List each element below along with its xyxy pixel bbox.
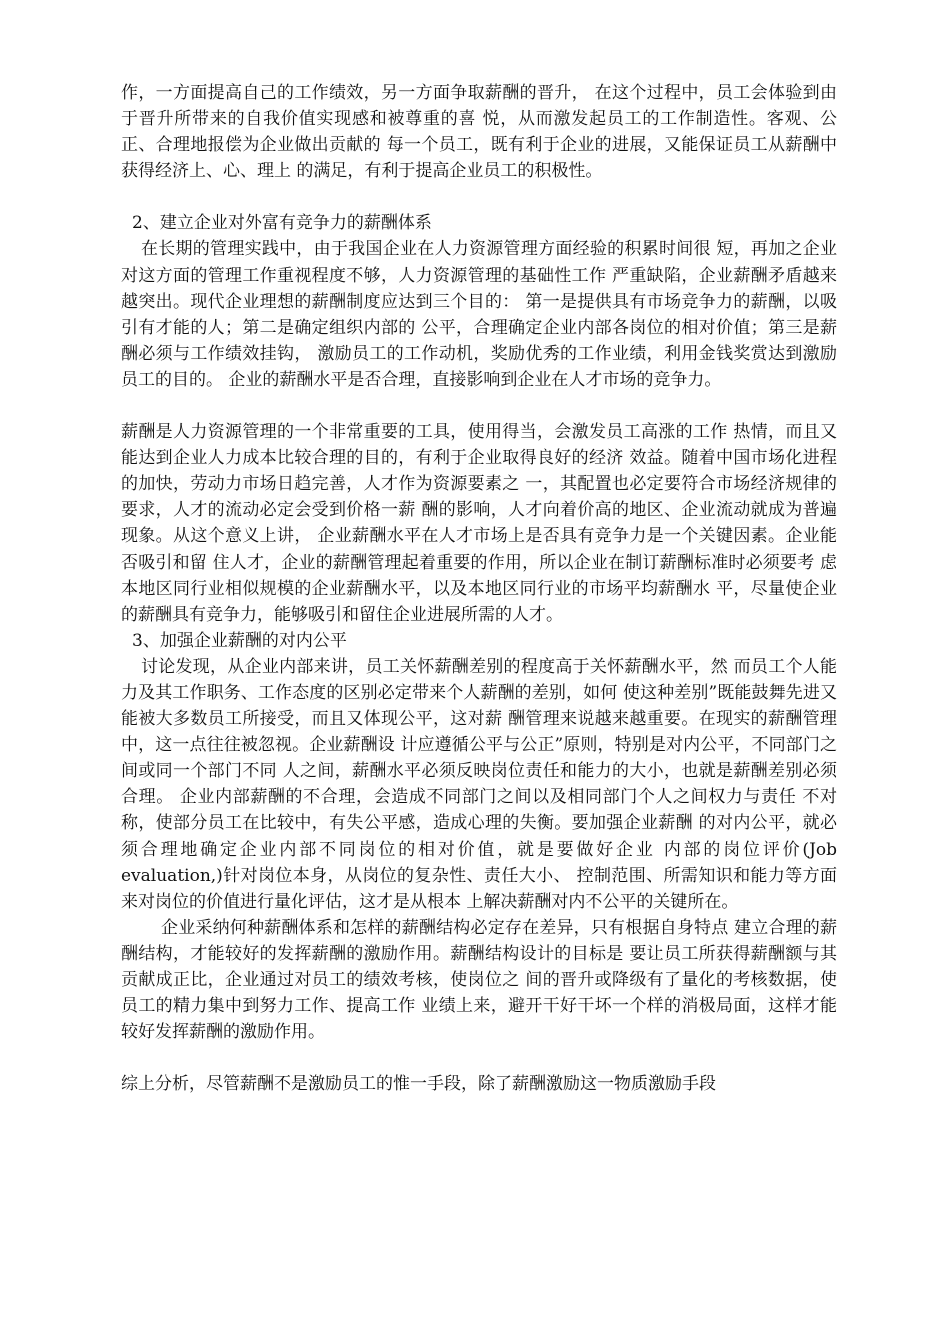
paragraph-spacer bbox=[121, 393, 837, 419]
paragraph-spacer bbox=[121, 184, 837, 210]
paragraph-promotion-motivation: 作，一方面提高自己的工作绩效，另一方面争取薪酬的晋升， 在这个过程中，员工会体验到由于晋升所带来的自我价值实现感和被尊重的喜 悦，从而激发起员工的工作制造性。客观、公正、合理地报偿为企业做出贡献的 每一个员工，既有利于企业的进展，又能保证员工从薪酬中获得经济上、心、理上 的满足，有利于提高企业员工的积极性。 bbox=[121, 83, 837, 182]
document-page bbox=[121, 80, 837, 1097]
paragraph-salary-structure: 企业采纳何种薪酬体系和怎样的薪酬结构必定存在差异，只有根据自身特点 建立合理的薪酬结构，才能较好的发挥薪酬的激励作用。薪酬结构设计的目标是 要让员工所获得薪酬额与其贡献成正比，企业通过对员工的绩效考核，使岗位之 间的晋升或降级有了量化的考核数据，使员工的精力集中到努力工作、提高工作 业绩上来，避开干好干坏一个样的消极局面，这样才能较好发挥薪酬的激励作用。 bbox=[121, 917, 837, 1043]
paragraph-salary-tool: 薪酬是人力资源管理的一个非常重要的工具，使用得当，会激发员工高涨的工作 热情，而且又能达到企业人力成本比较合理的目的，有利于企业取得良好的经济 效益。随着中国市场化进程的加快，劳动力市场日趋完善，人才作为资源要素之 一，其配置也必定要符合市场经济规律的要求，人才的流动必定会受到价格一薪 酬的影响，人才向着价高的地区、企业流动就成为普遍现象。从这个意义上讲， 企业薪酬水平在人才市场上是否具有竞争力是一个关键因素。企业能否吸引和留 住人才，企业的薪酬管理起着重要的作用，所以企业在制订薪酬标准时必须要考 虑本地区同行业相似规模的企业薪酬水平，以及本地区同行业的市场平均薪酬水 平，尽量使企业的薪酬具有竞争力，能够吸引和留住企业进展所需的人才。 bbox=[121, 422, 837, 625]
section-heading-external-competitiveness: 2、建立企业对外富有竞争力的薪酬体系 bbox=[132, 213, 432, 234]
paragraph-management-practice: 在长期的管理实践中，由于我国企业在人力资源管理方面经验的积累时间很 短，再加之企业对这方面的管理工作重视程度不够，人力资源管理的基础性工作 严重缺陷，企业薪酬矛盾越来越突出。现代企业理想的薪酬制度应达到三个目的： 第一是提供具有市场竞争力的薪酬，以吸引有才能的人；第二是确定组织内部的 公平，合理确定企业内部各岗位的相对价值；第三是薪酬必须与工作绩效挂钩， 激励员工的工作动机，奖励优秀的工作业绩，利用金钱奖赏达到激励员工的目的。 企业的薪酬水平是否合理，直接影响到企业在人才市场的竞争力。 bbox=[121, 239, 837, 390]
section-heading-internal-fairness: 3、加强企业薪酬的对内公平 bbox=[132, 630, 347, 651]
paragraph-summary: 综上分析，尽管薪酬不是激励员工的惟一手段，除了薪酬激励这一物质激励手段 bbox=[121, 1074, 716, 1095]
paragraph-spacer bbox=[121, 1045, 837, 1071]
paragraph-internal-fairness: 讨论发现，从企业内部来讲，员工关怀薪酬差别的程度高于关怀薪酬水平，然 而员工个人能力及其工作职务、工作态度的区别必定带来个人薪酬的差别，如何 使这种差别”既能鼓舞先进又能被大多数员工所接受，而且又体现公平，这对薪 酬管理来说越来越重要。在现实的薪酬管理中，这一点往往被忽视。企业薪酬设 计应遵循公平与公正”原则，特别是对内公平，不同部门之间或同一个部门不同 人之间，薪酬水平必须反映岗位责任和能力的大小，也就是薪酬差别必须合理。 企业内部薪酬的不合理，会造成不同部门之间以及相同部门个人之间权力与责任 不对称，使部分员工在比较中，有失公平感，造成心理的失衡。要加强企业薪酬 的对内公平，就必须合理地确定企业内部不同岗位的相对价值，就是要做好企业 内部的岗位评价(Job evaluation,)针对岗位本身，从岗位的复杂性、责任大小、 控制范围、所需知识和能力等方面来对岗位的价值进行量化评估，这才是从根本 上解决薪酬对内不公平的关键所在。 bbox=[121, 656, 837, 912]
